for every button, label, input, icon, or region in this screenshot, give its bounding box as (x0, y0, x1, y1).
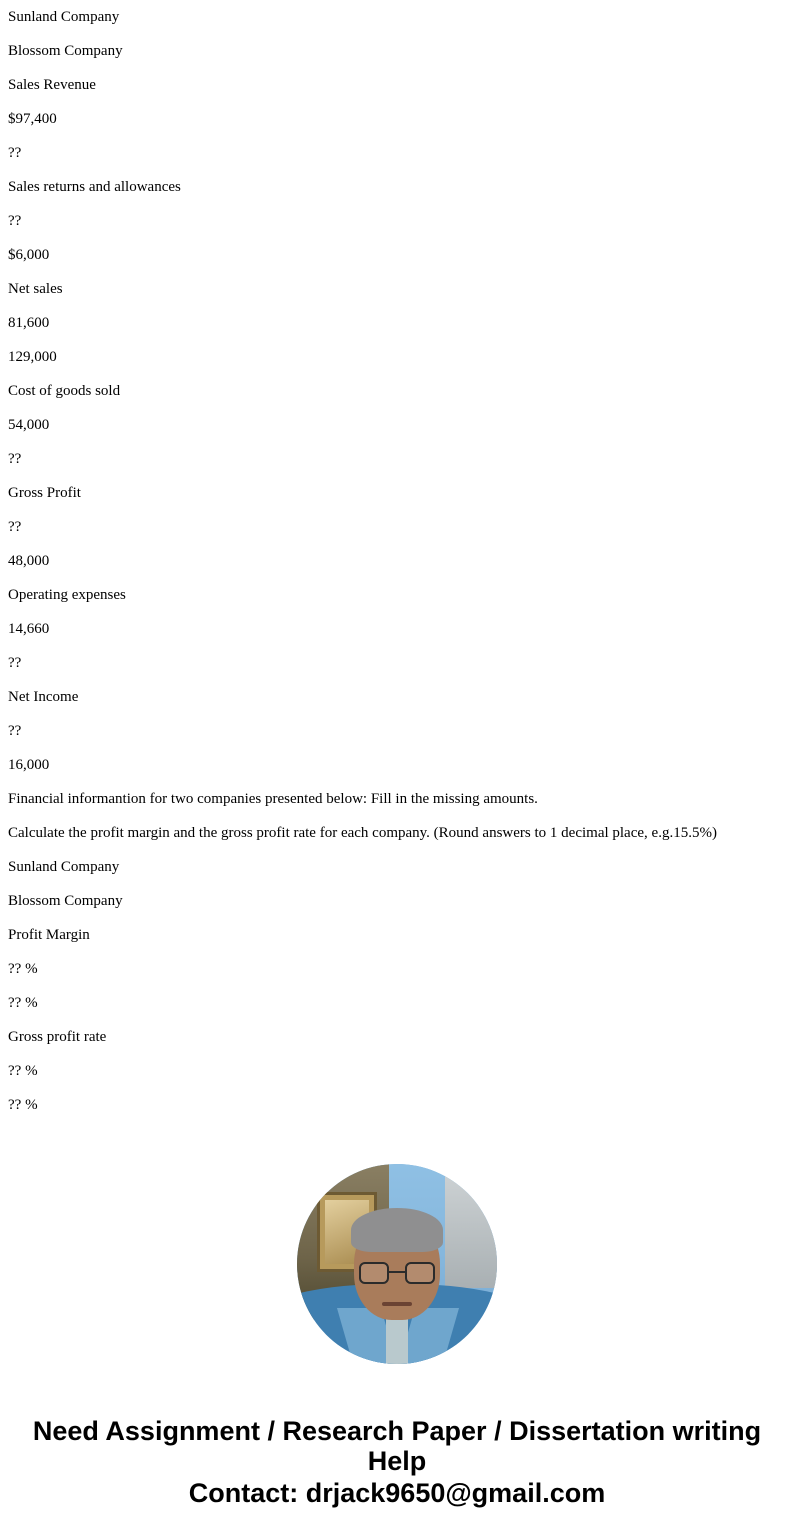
text-line: Gross profit rate (8, 1029, 107, 1045)
text-line: 54,000 (8, 417, 50, 433)
text-line: Blossom Company (8, 893, 123, 909)
photo-mouth (382, 1302, 412, 1306)
text-line: ?? % (8, 1063, 38, 1079)
text-line: ?? (8, 519, 22, 535)
text-line: ?? (8, 451, 22, 467)
text-line: ?? (8, 655, 22, 671)
text-line: Sunland Company (8, 9, 120, 25)
footer-line-2: Contact: drjack9650@gmail.com (188, 1478, 606, 1508)
photo-glasses-bridge (389, 1271, 405, 1273)
text-line: 14,660 (8, 621, 50, 637)
photo-tie (386, 1316, 408, 1364)
avatar (297, 1164, 497, 1364)
text-line: $6,000 (8, 247, 50, 263)
text-line: Sales returns and allowances (8, 179, 181, 195)
text-line: Operating expenses (8, 587, 126, 603)
text-line: ?? (8, 145, 22, 161)
text-line: Gross Profit (8, 485, 81, 501)
text-line: ?? % (8, 995, 38, 1011)
footer-contact (8, 1416, 786, 1508)
text-line: Sunland Company (8, 859, 120, 875)
photo-glasses-left (359, 1262, 389, 1284)
instruction-line: Financial informantion for two companies presented below: Fill in the missing amounts. (8, 791, 538, 807)
text-line: 16,000 (8, 757, 50, 773)
text-line: Profit Margin (8, 927, 90, 943)
text-line: 81,600 (8, 315, 50, 331)
photo-hair (351, 1208, 443, 1252)
text-line: $97,400 (8, 111, 57, 127)
text-line: Cost of goods sold (8, 383, 121, 399)
instruction-line: Calculate the profit margin and the gross profit rate for each company. (Round answers to 1 decimal place, e.g.15.5%) (8, 825, 717, 841)
photo-wall-right (445, 1164, 497, 1288)
text-line: ?? (8, 213, 22, 229)
footer-line-1: Need Assignment / Research Paper / Dissertation writing Help (32, 1416, 762, 1476)
text-line: Net Income (8, 689, 79, 705)
text-line: 48,000 (8, 553, 50, 569)
text-line: ?? % (8, 1097, 38, 1113)
text-line: Sales Revenue (8, 77, 96, 93)
document-text-block (8, 0, 786, 1122)
text-line: Blossom Company (8, 43, 123, 59)
text-line: ?? (8, 723, 22, 739)
text-line: 129,000 (8, 349, 57, 365)
text-line: ?? % (8, 961, 38, 977)
avatar-container (8, 1164, 786, 1364)
text-line: Net sales (8, 281, 63, 297)
photo-glasses-right (405, 1262, 435, 1284)
